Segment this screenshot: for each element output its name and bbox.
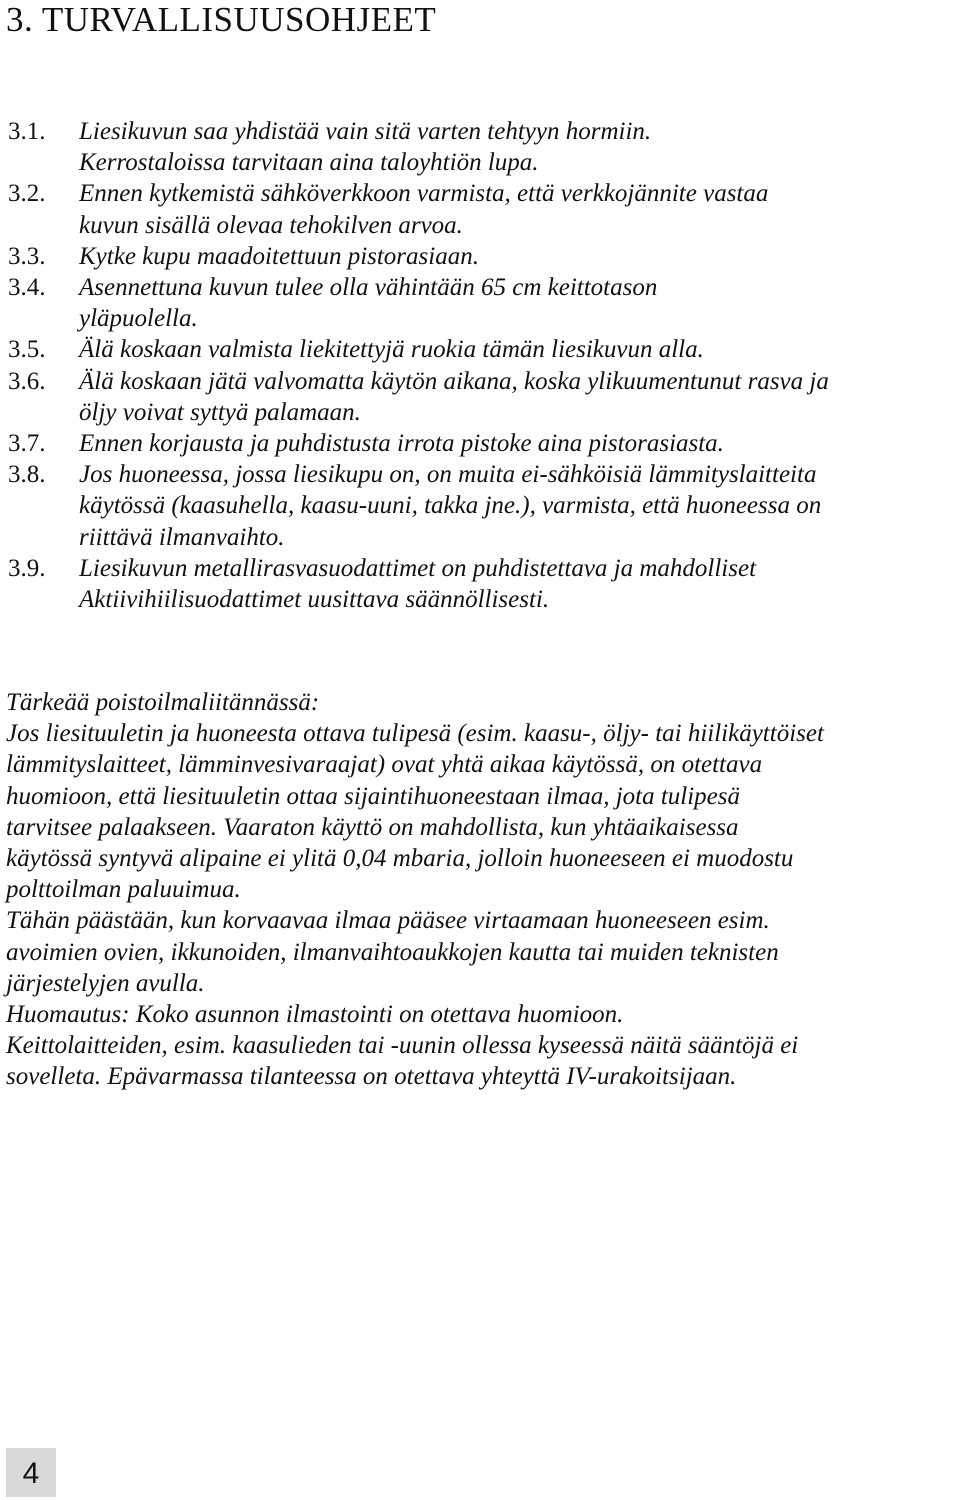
note-paragraph: Jos liesituuletin ja huoneesta ottava tulipesä (esim. kaasu-, öljy- tai hiilikäyttöiset lämmityslaitteet, lämminvesivaraajat) ovat yhtä aikaa käytössä, on otettava huomioon, että liesituuletin ottaa sijaintihuoneestaan ilmaa, jota tulipesä tarvitsee palaakseen. Vaaraton käyttö on mahdollista, kun yhtäaikaisessa käytössä syntyvä alipaine ei ylitä 0,04 mbaria, jolloin huoneeseen ei muodostu polttoilman paluuimua. — [6, 720, 824, 904]
instruction-number: 3.7. — [8, 430, 46, 458]
instruction-text: Jos huoneessa, jossa liesikupu on, on muita ei-sähköisiä lämmityslaitteita käytössä (kaasuhella, kaasu-uuni, takka jne.), varmista, että huoneessa on riittävä ilmanvaihto. — [79, 461, 822, 551]
section-heading: 3. TURVALLISUUSOHJEET — [6, 0, 437, 39]
instruction-item-3-3 — [8, 241, 958, 272]
instruction-item-3-1 — [8, 116, 958, 178]
instruction-item-3-9 — [8, 553, 958, 615]
instruction-text: Älä koskaan valmista liekitettyjä ruokia tämän liesikuvun alla. — [79, 336, 704, 364]
instruction-item-3-7 — [8, 428, 958, 459]
instruction-item-3-2 — [8, 178, 958, 240]
instruction-item-3-8 — [8, 459, 958, 553]
page-number: 4 — [22, 1457, 40, 1490]
instruction-number: 3.2. — [8, 180, 46, 208]
note-remark: Huomautus: Koko asunnon ilmastointi on otettava huomioon. — [6, 1001, 624, 1029]
safety-instructions-list — [8, 116, 958, 615]
instruction-text: Ennen kytkemistä sähköverkkoon varmista, että verkkojännite vastaa kuvun sisällä olevaa tehokilven arvoa. — [79, 180, 769, 239]
note-title: Tärkeää poistoilmaliitännässä: — [6, 689, 320, 716]
instruction-text: Älä koskaan jätä valvomatta käytön aikana, koska ylikuumentunut rasva ja öljy voivat syttyä palamaan. — [79, 367, 829, 426]
page-number-box — [6, 1448, 56, 1497]
note-paragraph: Tähän päästään, kun korvaavaa ilmaa pääsee virtaamaan huoneeseen esim. avoimien ovien, ikkunoiden, ilmanvaihtoaukkojen kautta tai muiden teknisten järjestelyjen avulla. — [6, 907, 779, 997]
instruction-text: Kytke kupu maadoitettuun pistorasiaan. — [79, 242, 479, 270]
instruction-number: 3.3. — [8, 242, 46, 270]
instruction-item-3-5 — [8, 334, 958, 365]
instruction-number: 3.4. — [8, 274, 46, 302]
instruction-text: Asennettuna kuvun tulee olla vähintään 65 cm keittotason yläpuolella. — [79, 274, 658, 333]
instruction-text: Liesikuvun metallirasvasuodattimet on puhdistettava ja mahdolliset Aktiivihiilisuodattimet uusittava säännöllisesti. — [79, 554, 757, 614]
exhaust-connection-note — [6, 687, 958, 1093]
instruction-item-3-6 — [8, 366, 958, 428]
instruction-number: 3.5. — [8, 336, 46, 364]
instruction-number: 3.6. — [8, 367, 46, 395]
instruction-item-3-4 — [8, 272, 958, 334]
instruction-number: 3.1. — [8, 118, 46, 145]
instruction-number: 3.9. — [8, 554, 46, 582]
instruction-text: Liesikuvun saa yhdistää vain sitä varten tehtyyn hormiin. Kerrostaloissa tarvitaan aina taloyhtiön lupa. — [79, 118, 652, 177]
note-paragraph: Keittolaitteiden, esim. kaasulieden tai -uunin ollessa kyseessä näitä sääntöjä ei sovelleta. Epävarmassa tilanteessa on otettava yhteyttä IV-urakoitsijaan. — [6, 1032, 799, 1091]
instruction-text: Ennen korjausta ja puhdistusta irrota pistoke aina pistorasiasta. — [79, 430, 724, 458]
instruction-number: 3.8. — [8, 461, 46, 489]
